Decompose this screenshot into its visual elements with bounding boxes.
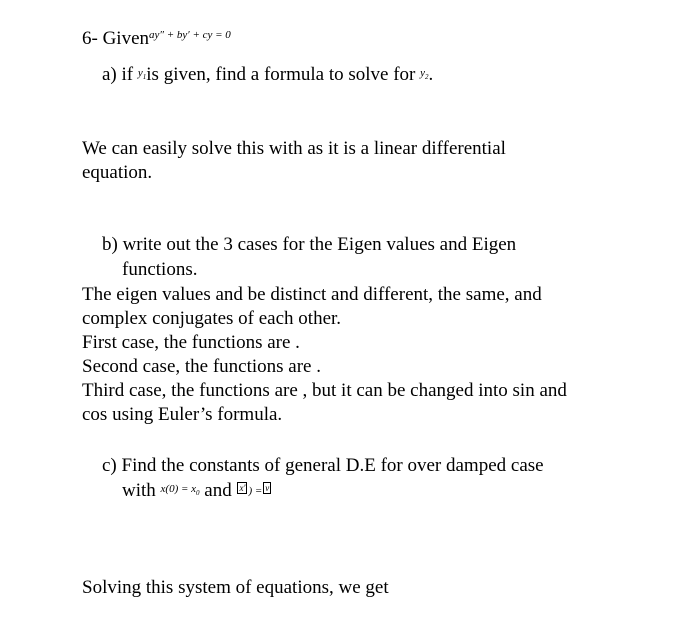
missing-glyph-icon: v	[265, 483, 270, 493]
answer-b-line-1: The eigen values and be distinct and different, the same, and	[82, 284, 542, 305]
initial-condition-1: x(0) = x0	[160, 483, 200, 498]
answer-a-line-2: equation.	[82, 162, 153, 183]
question-label: 6- Given	[82, 28, 150, 49]
part-a-prefix: a) if	[102, 64, 134, 85]
and-label: and	[204, 480, 232, 501]
answer-a-line-1: We can easily solve this with as it is a linear differential	[82, 138, 506, 159]
question-6-heading	[82, 28, 231, 52]
answer-b-line-6: cos using Euler’s formula.	[82, 404, 283, 425]
initial-condition-2: x′ ) = v	[239, 483, 270, 497]
part-a-middle: is given, find a formula to solve for	[146, 64, 416, 85]
answer-c-line-1: Solving this system of equations, we get	[82, 577, 389, 598]
y2-symbol: y2	[420, 67, 429, 82]
part-b-question-line-2: functions.	[122, 259, 198, 280]
answer-b-line-4: Second case, the functions are .	[82, 356, 321, 377]
missing-glyph-icon: x′	[239, 483, 246, 493]
differential-equation: ay″ + by′ + cy = 0	[149, 29, 231, 41]
answer-b-line-2: complex conjugates of each other.	[82, 308, 342, 329]
y1-symbol: y1	[137, 67, 147, 82]
part-c-question-line-1: c) Find the constants of general D.E for over damped case	[102, 455, 544, 476]
part-b-question-line-1: b) write out the 3 cases for the Eigen values and Eigen	[102, 234, 517, 255]
part-a-end: .	[428, 64, 434, 85]
part-a-question	[102, 64, 433, 92]
answer-b-line-3: First case, the functions are .	[82, 332, 300, 353]
part-c-question-line-2	[122, 480, 272, 508]
with-label: with	[122, 480, 156, 501]
answer-b-line-5: Third case, the functions are , but it can be changed into sin and	[82, 380, 567, 401]
